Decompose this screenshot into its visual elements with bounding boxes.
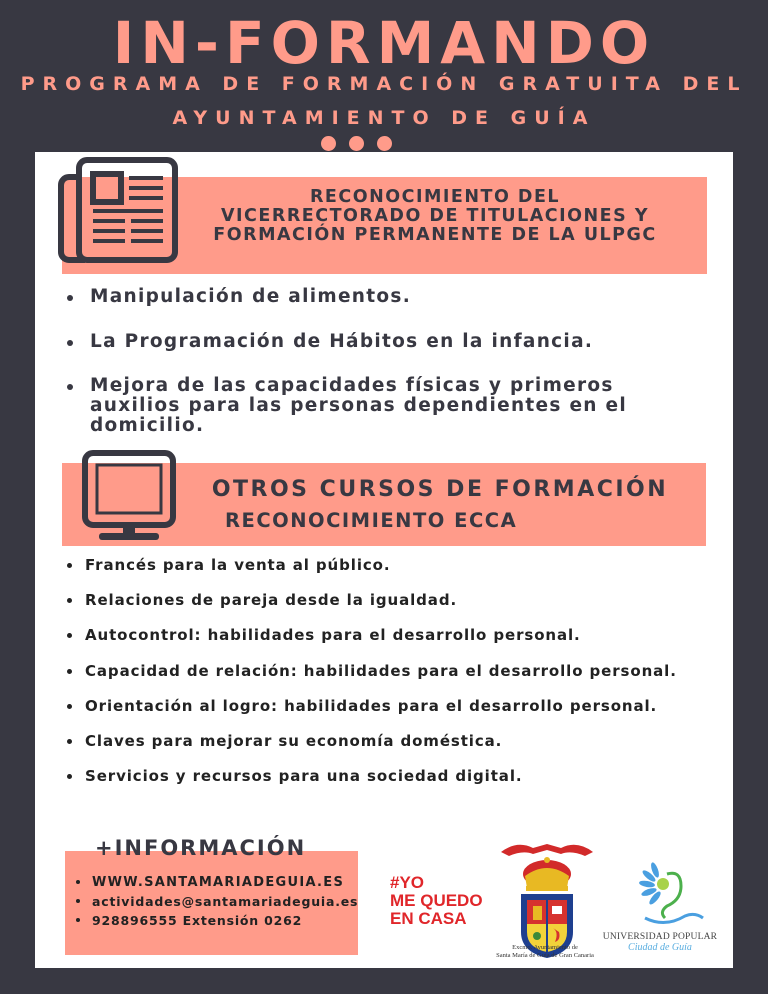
universidad-popular-name: UNIVERSIDAD POPULAR — [602, 932, 718, 942]
page-title: IN-FORMANDO — [112, 9, 656, 77]
list-item-text: domicilio. — [90, 415, 205, 436]
campaign-line1: #YO — [390, 873, 425, 892]
section1-banner-title — [185, 188, 685, 245]
list-item: Francés para la venta al público. — [57, 556, 727, 574]
section1-banner-line3: FORMACIÓN PERMANENTE DE LA ULPGC — [213, 225, 657, 245]
section2-banner-title: OTROS CURSOS DE FORMACIÓN — [211, 477, 669, 502]
website-link[interactable]: WWW.SANTAMARIADEGUIA.ES — [73, 873, 358, 892]
list-item-text: Mejora de las capacidades físicas y primeros — [90, 375, 614, 396]
section1-banner-line2: VICERRECTORADO DE TITULACIONES Y — [221, 206, 649, 226]
content-card — [35, 152, 733, 968]
campaign-text — [390, 874, 483, 928]
newspaper-icon — [57, 157, 179, 264]
monitor-icon — [81, 449, 177, 541]
campaign-line3: EN CASA — [390, 909, 467, 928]
decorative-dots — [321, 136, 392, 151]
universidad-popular-logo-icon — [625, 860, 715, 930]
list-item: Servicios y recursos para una sociedad digital. — [57, 767, 727, 785]
list-item-text: auxilios para las personas dependientes en el — [90, 395, 628, 416]
list-item-text: La Programación de Hábitos en la infancia. — [90, 331, 594, 352]
section2-banner-subtitle: RECONOCIMIENTO ECCA — [225, 509, 518, 532]
campaign-line2: ME QUEDO — [390, 891, 483, 910]
list-item: Autocontrol: habilidades para el desarrollo personal. — [57, 626, 727, 644]
page-subtitle-line2: AYUNTAMIENTO DE GUÍA — [172, 107, 596, 129]
crest-caption-line2: Santa María de Guía de Gran Canaria — [496, 952, 594, 959]
section1-banner-line1: RECONOCIMIENTO DEL — [309, 187, 561, 207]
list-item — [57, 332, 697, 352]
universidad-popular-subtitle: Ciudad de Guía — [628, 942, 692, 953]
list-item — [57, 376, 697, 436]
list-item: Relaciones de pareja desde la igualdad. — [57, 591, 727, 609]
page-subtitle-line1: PROGRAMA DE FORMACIÓN GRATUITA DEL — [20, 73, 748, 95]
crest-caption-line1: Excmo. Ayuntamiento de — [512, 944, 578, 951]
phone-number: 928896555 Extensión 0262 — [73, 911, 358, 930]
dot-icon — [349, 136, 364, 151]
list-item: Capacidad de relación: habilidades para el desarrollo personal. — [57, 662, 727, 680]
dot-icon — [377, 136, 392, 151]
list-item: Orientación al logro: habilidades para el desarrollo personal. — [57, 697, 727, 715]
crest-caption — [485, 944, 605, 960]
list-item: Claves para mejorar su economía doméstica. — [57, 732, 727, 750]
section2-course-list — [57, 556, 727, 802]
list-item-text: Manipulación de alimentos. — [90, 286, 412, 307]
contact-list — [73, 873, 358, 930]
section1-course-list — [57, 284, 697, 436]
info-title: +INFORMACIÓN — [95, 836, 307, 860]
list-item — [57, 287, 697, 307]
dot-icon — [321, 136, 336, 151]
email-link[interactable]: actividades@santamariadeguia.es — [73, 892, 358, 911]
